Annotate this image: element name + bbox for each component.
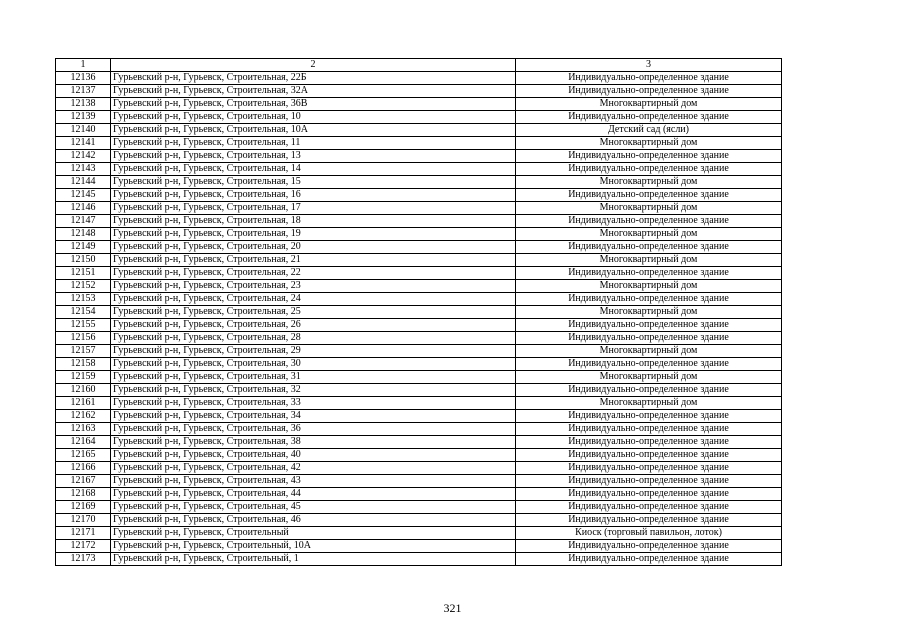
address-cell: Гурьевский р-н, Гурьевск, Строительная, 40 [111, 449, 516, 462]
row-number-cell: 12171 [56, 527, 111, 540]
row-number-cell: 12156 [56, 332, 111, 345]
address-cell: Гурьевский р-н, Гурьевск, Строительная, 22 [111, 267, 516, 280]
table-body [56, 72, 782, 566]
address-cell: Гурьевский р-н, Гурьевск, Строительная, 25 [111, 306, 516, 319]
table-row [56, 267, 782, 280]
address-cell: Гурьевский р-н, Гурьевск, Строительная, 16 [111, 189, 516, 202]
building-type-cell: Индивидуально-определенное здание [516, 488, 782, 501]
table-row [56, 527, 782, 540]
table-row [56, 319, 782, 332]
building-type-cell: Индивидуально-определенное здание [516, 449, 782, 462]
table-row [56, 540, 782, 553]
row-number-cell: 12160 [56, 384, 111, 397]
address-cell: Гурьевский р-н, Гурьевск, Строительная, 32А [111, 85, 516, 98]
address-cell: Гурьевский р-н, Гурьевск, Строительная, 10 [111, 111, 516, 124]
building-type-cell: Индивидуально-определенное здание [516, 358, 782, 371]
building-type-cell: Многоквартирный дом [516, 345, 782, 358]
row-number-cell: 12158 [56, 358, 111, 371]
row-number-cell: 12149 [56, 241, 111, 254]
table-header-row [56, 59, 782, 72]
row-number-cell: 12152 [56, 280, 111, 293]
address-cell: Гурьевский р-н, Гурьевск, Строительная, 33 [111, 397, 516, 410]
row-number-cell: 12167 [56, 475, 111, 488]
address-cell: Гурьевский р-н, Гурьевск, Строительная, 13 [111, 150, 516, 163]
building-type-cell: Индивидуально-определенное здание [516, 462, 782, 475]
address-cell: Гурьевский р-н, Гурьевск, Строительная, 10А [111, 124, 516, 137]
row-number-cell: 12166 [56, 462, 111, 475]
row-number-cell: 12136 [56, 72, 111, 85]
building-type-cell: Индивидуально-определенное здание [516, 319, 782, 332]
row-number-cell: 12147 [56, 215, 111, 228]
table-row [56, 189, 782, 202]
table-row [56, 293, 782, 306]
page-number: 321 [443, 601, 462, 615]
address-cell: Гурьевский р-н, Гурьевск, Строительный [111, 527, 516, 540]
building-type-cell: Многоквартирный дом [516, 98, 782, 111]
building-type-cell: Индивидуально-определенное здание [516, 501, 782, 514]
address-cell: Гурьевский р-н, Гурьевск, Строительный, 1 [111, 553, 516, 566]
row-number-cell: 12154 [56, 306, 111, 319]
address-cell: Гурьевский р-н, Гурьевск, Строительная, 31 [111, 371, 516, 384]
table-row [56, 358, 782, 371]
building-type-cell: Индивидуально-определенное здание [516, 267, 782, 280]
row-number-cell: 12164 [56, 436, 111, 449]
building-type-cell: Индивидуально-определенное здание [516, 384, 782, 397]
table-row [56, 501, 782, 514]
column-header-type: 3 [516, 59, 782, 72]
table-row [56, 553, 782, 566]
address-cell: Гурьевский р-н, Гурьевск, Строительная, 44 [111, 488, 516, 501]
table-row [56, 72, 782, 85]
row-number-cell: 12163 [56, 423, 111, 436]
address-cell: Гурьевский р-н, Гурьевск, Строительная, 38 [111, 436, 516, 449]
building-type-cell: Индивидуально-определенное здание [516, 423, 782, 436]
table-row [56, 436, 782, 449]
building-type-cell: Многоквартирный дом [516, 280, 782, 293]
table-row [56, 202, 782, 215]
building-type-cell: Многоквартирный дом [516, 306, 782, 319]
building-type-cell: Индивидуально-определенное здание [516, 85, 782, 98]
building-type-cell: Индивидуально-определенное здание [516, 241, 782, 254]
row-number-cell: 12153 [56, 293, 111, 306]
table-row [56, 423, 782, 436]
building-type-cell: Индивидуально-определенное здание [516, 410, 782, 423]
row-number-cell: 12173 [56, 553, 111, 566]
row-number-cell: 12148 [56, 228, 111, 241]
address-cell: Гурьевский р-н, Гурьевск, Строительная, 17 [111, 202, 516, 215]
building-type-cell: Индивидуально-определенное здание [516, 332, 782, 345]
row-number-cell: 12150 [56, 254, 111, 267]
row-number-cell: 12151 [56, 267, 111, 280]
address-cell: Гурьевский р-н, Гурьевск, Строительная, 11 [111, 137, 516, 150]
address-cell: Гурьевский р-н, Гурьевск, Строительная, 45 [111, 501, 516, 514]
building-type-cell: Индивидуально-определенное здание [516, 189, 782, 202]
column-header-number: 1 [56, 59, 111, 72]
table-row [56, 462, 782, 475]
table-row [56, 176, 782, 189]
address-cell: Гурьевский р-н, Гурьевск, Строительная, 26 [111, 319, 516, 332]
row-number-cell: 12168 [56, 488, 111, 501]
row-number-cell: 12146 [56, 202, 111, 215]
row-number-cell: 12138 [56, 98, 111, 111]
address-cell: Гурьевский р-н, Гурьевск, Строительная, 20 [111, 241, 516, 254]
table-row [56, 345, 782, 358]
table-row [56, 124, 782, 137]
address-cell: Гурьевский р-н, Гурьевск, Строительная, 36 [111, 423, 516, 436]
address-cell: Гурьевский р-н, Гурьевск, Строительная, 19 [111, 228, 516, 241]
table-row [56, 332, 782, 345]
address-cell: Гурьевский р-н, Гурьевск, Строительная, 32 [111, 384, 516, 397]
table-row [56, 85, 782, 98]
table-row [56, 514, 782, 527]
table-row [56, 306, 782, 319]
building-type-cell: Многоквартирный дом [516, 228, 782, 241]
building-type-cell: Индивидуально-определенное здание [516, 475, 782, 488]
address-cell: Гурьевский р-н, Гурьевск, Строительная, 29 [111, 345, 516, 358]
building-type-cell: Индивидуально-определенное здание [516, 293, 782, 306]
table-row [56, 215, 782, 228]
table-row [56, 241, 782, 254]
row-number-cell: 12170 [56, 514, 111, 527]
table-row [56, 475, 782, 488]
table-row [56, 98, 782, 111]
row-number-cell: 12139 [56, 111, 111, 124]
row-number-cell: 12143 [56, 163, 111, 176]
address-cell: Гурьевский р-н, Гурьевск, Строительная, 15 [111, 176, 516, 189]
table-row [56, 137, 782, 150]
table-row [56, 111, 782, 124]
building-type-cell: Многоквартирный дом [516, 137, 782, 150]
building-type-cell: Индивидуально-определенное здание [516, 72, 782, 85]
row-number-cell: 12172 [56, 540, 111, 553]
building-type-cell: Многоквартирный дом [516, 176, 782, 189]
row-number-cell: 12137 [56, 85, 111, 98]
building-type-cell: Индивидуально-определенное здание [516, 163, 782, 176]
building-type-cell: Индивидуально-определенное здание [516, 540, 782, 553]
row-number-cell: 12165 [56, 449, 111, 462]
row-number-cell: 12142 [56, 150, 111, 163]
building-type-cell: Многоквартирный дом [516, 397, 782, 410]
table-row [56, 163, 782, 176]
building-type-cell: Индивидуально-определенное здание [516, 215, 782, 228]
row-number-cell: 12155 [56, 319, 111, 332]
table-row [56, 449, 782, 462]
row-number-cell: 12162 [56, 410, 111, 423]
address-cell: Гурьевский р-н, Гурьевск, Строительная, 21 [111, 254, 516, 267]
address-cell: Гурьевский р-н, Гурьевск, Строительная, 46 [111, 514, 516, 527]
building-type-cell: Многоквартирный дом [516, 254, 782, 267]
address-cell: Гурьевский р-н, Гурьевск, Строительная, 30 [111, 358, 516, 371]
address-cell: Гурьевский р-н, Гурьевск, Строительная, 23 [111, 280, 516, 293]
row-number-cell: 12144 [56, 176, 111, 189]
column-header-address: 2 [111, 59, 516, 72]
address-cell: Гурьевский р-н, Гурьевск, Строительная, 34 [111, 410, 516, 423]
row-number-cell: 12145 [56, 189, 111, 202]
building-type-cell: Детский сад (ясли) [516, 124, 782, 137]
document-table [55, 58, 782, 566]
address-cell: Гурьевский р-н, Гурьевск, Строительная, 18 [111, 215, 516, 228]
table-row [56, 228, 782, 241]
table-row [56, 488, 782, 501]
building-type-cell: Индивидуально-определенное здание [516, 111, 782, 124]
address-cell: Гурьевский р-н, Гурьевск, Строительная, 14 [111, 163, 516, 176]
building-type-cell: Индивидуально-определенное здание [516, 514, 782, 527]
table-row [56, 410, 782, 423]
address-cell: Гурьевский р-н, Гурьевск, Строительная, 22Б [111, 72, 516, 85]
table-row [56, 254, 782, 267]
address-cell: Гурьевский р-н, Гурьевск, Строительная, 42 [111, 462, 516, 475]
table-row [56, 397, 782, 410]
row-number-cell: 12161 [56, 397, 111, 410]
address-cell: Гурьевский р-н, Гурьевск, Строительный, 10А [111, 540, 516, 553]
table-row [56, 384, 782, 397]
row-number-cell: 12169 [56, 501, 111, 514]
building-type-cell: Многоквартирный дом [516, 202, 782, 215]
building-type-cell: Индивидуально-определенное здание [516, 553, 782, 566]
building-type-cell: Индивидуально-определенное здание [516, 150, 782, 163]
address-cell: Гурьевский р-н, Гурьевск, Строительная, 36В [111, 98, 516, 111]
table-row [56, 280, 782, 293]
building-type-cell: Киоск (торговый павильон, лоток) [516, 527, 782, 540]
table-row [56, 150, 782, 163]
address-cell: Гурьевский р-н, Гурьевск, Строительная, 28 [111, 332, 516, 345]
building-type-cell: Индивидуально-определенное здание [516, 436, 782, 449]
address-cell: Гурьевский р-н, Гурьевск, Строительная, 43 [111, 475, 516, 488]
row-number-cell: 12159 [56, 371, 111, 384]
row-number-cell: 12140 [56, 124, 111, 137]
building-type-cell: Многоквартирный дом [516, 371, 782, 384]
address-cell: Гурьевский р-н, Гурьевск, Строительная, 24 [111, 293, 516, 306]
table-row [56, 371, 782, 384]
row-number-cell: 12157 [56, 345, 111, 358]
row-number-cell: 12141 [56, 137, 111, 150]
